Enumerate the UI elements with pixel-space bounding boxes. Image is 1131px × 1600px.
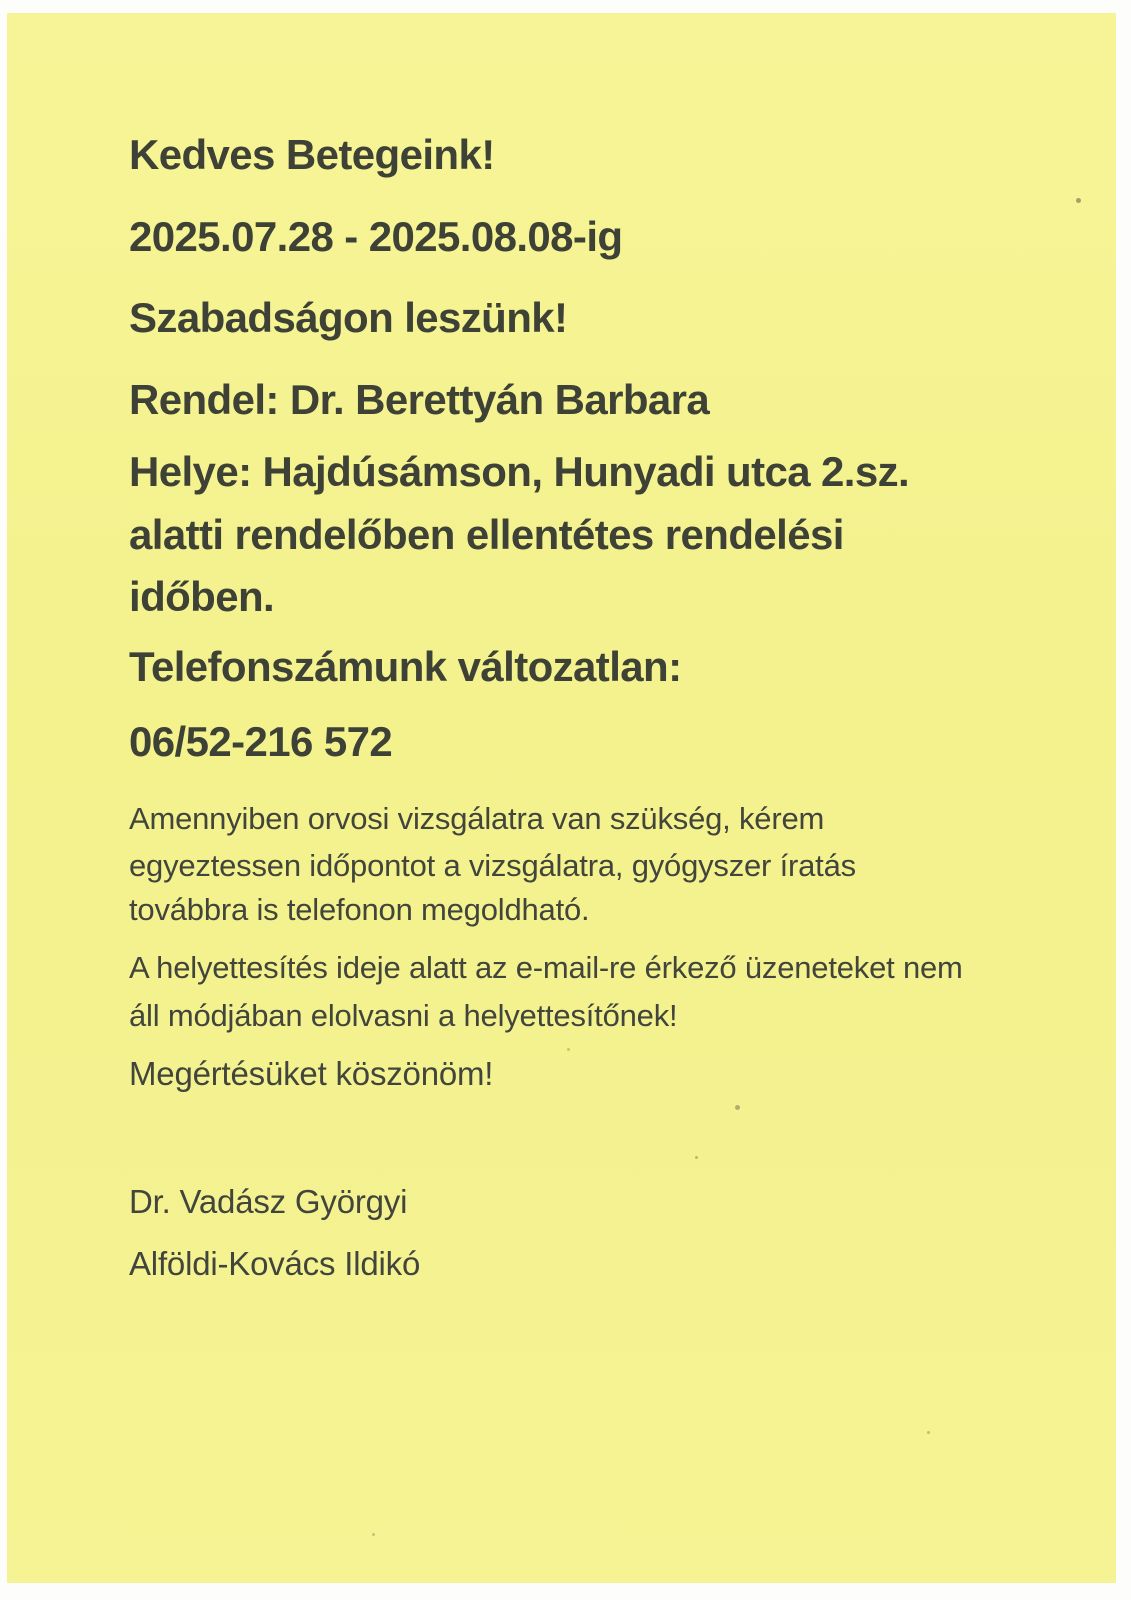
- appointment-paragraph-line-1: Amennyiben orvosi vizsgálatra van szükség, kérem: [129, 801, 825, 836]
- signature-line-1: Dr. Vadász Györgyi: [129, 1183, 408, 1220]
- email-paragraph-line-1: A helyettesítés ideje alatt az e-mail-re érkező üzeneteket nem: [129, 950, 963, 985]
- date-range-line: 2025.07.28 - 2025.08.08-ig: [129, 213, 623, 260]
- location-line-2: alatti rendelőben ellentétes rendelési: [129, 511, 844, 558]
- phone-label-line: Telefonszámunk változatlan:: [129, 643, 682, 690]
- greeting-line: Kedves Betegeink!: [129, 131, 495, 178]
- location-line-3: időben.: [129, 573, 275, 620]
- vacation-line: Szabadságon leszünk!: [129, 294, 568, 341]
- email-paragraph-line-2: áll módjában elolvasni a helyettesítőnek!: [129, 998, 678, 1033]
- phone-number-line: 06/52-216 572: [129, 718, 393, 765]
- signature-line-2: Alföldi-Kovács Ildikó: [129, 1245, 421, 1282]
- location-line-1: Helye: Hajdúsámson, Hunyadi utca 2.sz.: [129, 448, 910, 495]
- scan-speckles: [7, 13, 10, 16]
- thanks-line: Megértésüket köszönöm!: [129, 1055, 494, 1092]
- substitute-doctor-line: Rendel: Dr. Berettyán Barbara: [129, 376, 710, 423]
- appointment-paragraph-line-2: egyeztessen időpontot a vizsgálatra, gyógyszer íratás: [129, 848, 856, 883]
- notice-paper: [7, 13, 1116, 1583]
- appointment-paragraph-line-3: továbbra is telefonon megoldható.: [129, 892, 590, 927]
